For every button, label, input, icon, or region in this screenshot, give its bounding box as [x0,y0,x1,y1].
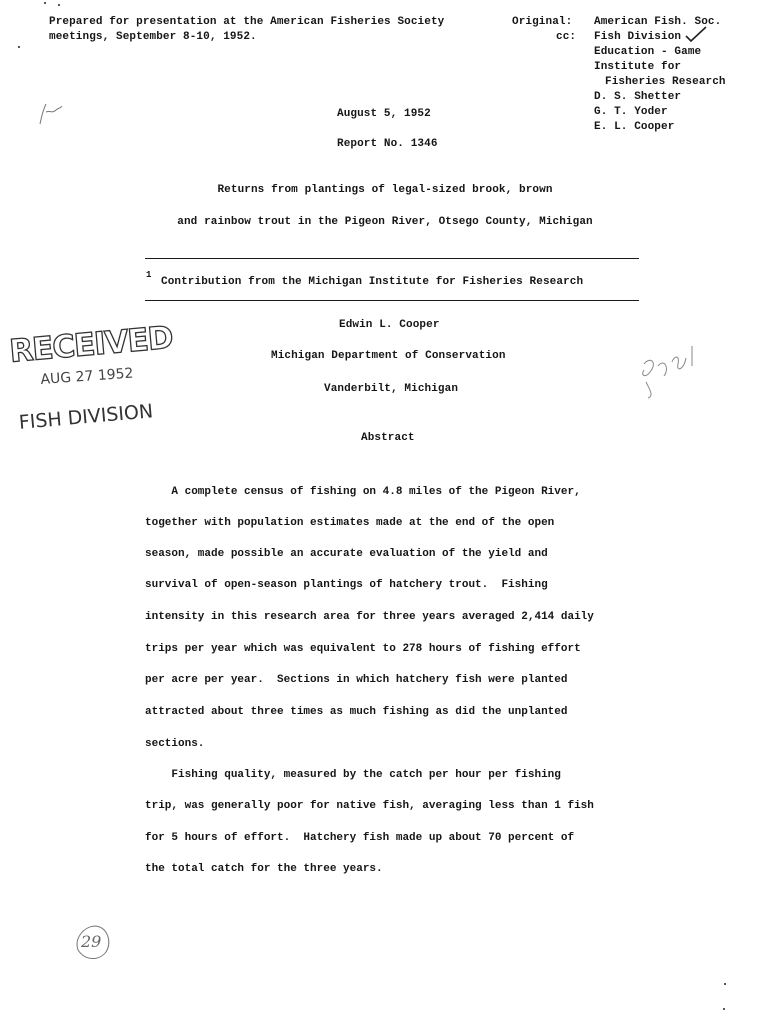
abstract-line: sections. [145,738,205,750]
cc-label: cc: [556,31,577,43]
scan-speck [44,2,46,4]
footnote-divider [145,300,639,301]
abstract-line: intensity in this research area for three years averaged 2,414 daily [145,611,594,623]
abstract-line: per acre per year. Sections in which hatchery fish were planted [145,674,568,686]
original-label: Original: [512,16,573,28]
stamp-received-text: RECEIVED [8,319,174,370]
scan-speck [723,1008,725,1010]
abstract-line: Fishing quality, measured by the catch per hour per fishing [145,769,561,781]
distribution-item: Fish Division [594,31,682,43]
report-number: Report No. 1346 [337,138,438,150]
author-location: Vanderbilt, Michigan [324,383,459,395]
abstract-line: the total catch for the three years. [145,863,383,875]
title-divider [145,258,639,259]
abstract-line: trips per year which was equivalent to 278 hours of fishing effort [145,643,581,655]
scan-speck [18,46,20,48]
page-mark-text: 29 [81,932,102,951]
title-line-2: and rainbow trout in the Pigeon River, Otsego County, Michigan [177,216,593,228]
abstract-line: season, made possible an accurate evaluation of the yield and [145,548,548,560]
handwritten-initials-icon [636,336,706,402]
scan-speck [58,4,60,6]
prepared-line-1: Prepared for presentation at the American Fisheries Society [49,16,445,28]
stamp-division-text: FISH DIVISION [18,400,154,434]
abstract-line: for 5 hours of effort. Hatchery fish made up about 70 percent of [145,832,575,844]
abstract-line: A complete census of fishing on 4.8 miles of the Pigeon River, [145,486,581,498]
stamp-date-text: AUG 27 1952 [40,365,134,388]
prepared-line-2: meetings, September 8-10, 1952. [49,31,257,43]
distribution-item: Institute for [594,61,682,73]
distribution-item: G. T. Yoder [594,106,668,118]
handwritten-page-mark [70,920,116,966]
distribution-item: American Fish. Soc. [594,16,722,28]
abstract-line: survival of open-season plantings of hatchery trout. Fishing [145,579,548,591]
distribution-item: Education - Game [594,46,702,58]
distribution-item: Fisheries Research [605,76,726,88]
author-affiliation: Michigan Department of Conservation [271,350,506,362]
received-stamp [4,319,184,452]
abstract-line: together with population estimates made at the end of the open [145,517,555,529]
title-line-1: Returns from plantings of legal-sized brook, brown [217,184,553,196]
scan-speck [724,983,726,985]
footnote-marker: 1 [146,270,152,280]
footnote-text: Contribution from the Michigan Institute for Fisheries Research [161,276,584,288]
abstract-line: attracted about three times as much fishing as did the unplanted [145,706,568,718]
report-date: August 5, 1952 [337,108,431,120]
distribution-item: E. L. Cooper [594,121,675,133]
checkmark-handwritten-icon [684,24,708,44]
distribution-item: D. S. Shetter [594,91,682,103]
abstract-line: trip, was generally poor for native fish, averaging less than 1 fish [145,800,594,812]
author-name: Edwin L. Cooper [339,319,440,331]
abstract-heading: Abstract [361,432,415,444]
handwritten-mark-icon [34,100,66,130]
